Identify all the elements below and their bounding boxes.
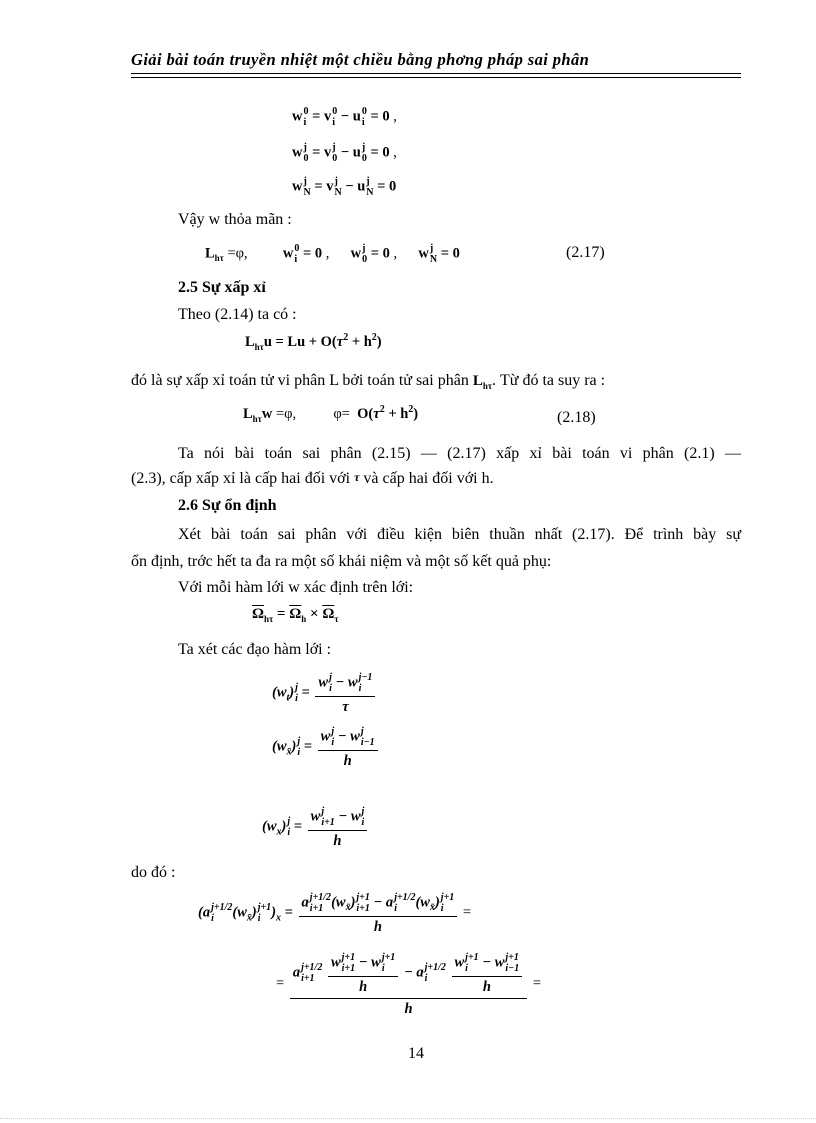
equation-2-17: $L_{h\tau} =\varphi$, w 0 i = 0 , w j 0 = 0 , w j N = 0 [205,243,460,265]
text-vay-w: Vậy w thỏa mãn : [178,211,292,228]
para-ta-noi-line1: Ta nói bài toán sai phân (2.15) — (2.17) xấp xỉ bài toán vi phân (2.1) — [178,445,741,462]
text-do-la-part1: đó là sự xấp xỉ toán tử vi phân L bởi toán tử sai phân [131,372,469,389]
para-ta-noi-line2: (2.3), cấp xấp xỉ là cấp hai đối với τ và cấp hai đối với h. [131,470,494,487]
header-rule-thin [131,77,741,78]
page-number: 14 [408,1045,424,1062]
section-heading-2-6: 2.6 Sự ổn định [178,497,277,514]
text-do-do: do đó : [131,864,176,881]
equation-approximation: $L_{h\tau}u = Lu + O(\tau^2 + h^2)$ [245,332,382,352]
para-xet-line1: Xét bài toán sai phân với điều kiện biên thuần nhất (2.17). Để trình bày sự [178,526,741,543]
equation-grid-domain: $\overline{\Omega}_{h\tau} = \overline{\Omega}_h \times \overline{\Omega}_\tau$ [252,606,339,624]
bottom-dotted-border [0,1118,816,1119]
equation-label-2-18: (2.18) [557,409,596,426]
equation-wx-bar: $(w_{x̄})$ j i = w j i − w j i−1 h [272,726,380,769]
equation-flux-derivative: (a j+1/2 i $(w_{x̄})$ j+1 i )$_x$ = a j+1/2 i+1 $(w_{x̄})$ j+1 i+1 − a j+1/2 i $(w_{x̄})$ j+1 i h = [198,892,472,935]
equation-wt: $(w_t)$ j i = w j i − w j−1 i τ [272,672,377,715]
para-ta-noi-2a: (2.3), cấp xấp xỉ là cấp hai đối với [131,470,351,487]
equation-label-2-17: (2.17) [566,244,605,261]
equation-w-left-boundary: w j 0 = v j 0 − u j 0 = 0 , [292,142,397,164]
text-theo: Theo (2.14) ta có : [178,306,297,323]
running-header: Giải bài toán truyền nhiệt một chiều bằng phơng pháp sai phân [131,50,590,69]
para-ta-noi-2b: và cấp hai đối với h. [363,470,494,487]
header-rule-thick [131,73,741,74]
equation-flux-expanded: = a j+1/2 i+1 w j+1 i+1 − w j+1 i h − a j+1/2 i w j+1 i − w j+1 i−1 h h = [276,952,542,1017]
section-heading-2-5: 2.5 Sự xấp xỉ [178,279,266,296]
equation-2-18: $L_{h\tau}w =\varphi$, $\varphi= O(\tau^2 + h^2)$ [243,404,419,424]
text-do-la-part2: . Từ đó ta suy ra : [492,372,606,389]
text-do-la: đó là sự xấp xỉ toán tử vi phân L bởi toán tử sai phân $L_{h\tau}$. Từ đó ta suy ra : [131,372,606,391]
para-xet-line2: ổn định, trớc hết ta đa ra một số khái niệm và một số kết quả phụ: [131,553,552,570]
text-ta-xet: Ta xét các đạo hàm lới : [178,641,332,658]
equation-w-right-boundary: w j N = v j N − u j N = 0 [292,176,397,198]
equation-wx: $(w_x)$ j i = w j i+1 − w j i h [262,806,369,849]
equation-w-initial: w 0 i = v 0 i − u 0 i = 0 , [292,106,397,128]
text-voi-moi: Với mỗi hàm lới w xác định trên lới: [178,579,414,596]
